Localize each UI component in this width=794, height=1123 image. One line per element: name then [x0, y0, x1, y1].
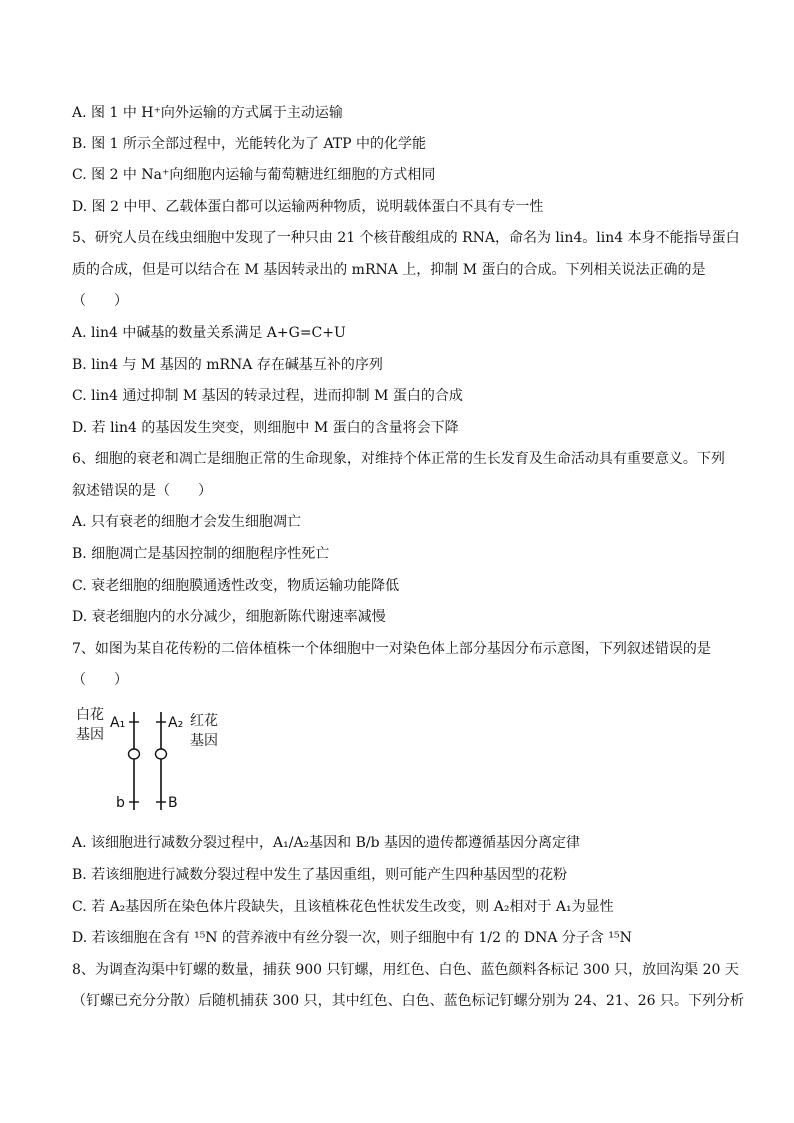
- red-flower-label-2: 基因: [190, 733, 218, 749]
- question-5-line2: 质的合成，但是可以结合在 M 基因转录出的 mRNA 上，抑制 M 蛋白的合成。下列相关说法正确的是: [72, 262, 706, 278]
- gene-a1-label: A₁: [110, 715, 126, 731]
- option-c-q4: C. 图 2 中 Na⁺向细胞内运输与葡萄糖进红细胞的方式相同: [72, 167, 436, 183]
- question-8-line1: 8、为调查沟渠中钉螺的数量，捕获 900 只钉螺，用红色、白色、蓝色颜料各标记 300 只，放回沟渠 20 天: [72, 962, 739, 978]
- option-c-q7: C. 若 A₂基因所在染色体片段缺失，且该植株花色性状发生改变，则 A₂相对于 A₁为显性: [72, 899, 614, 915]
- white-flower-label-2: 基因: [76, 727, 104, 743]
- question-5-blank: （ ）: [72, 293, 128, 309]
- option-a-q6: A. 只有衰老的细胞才会发生细胞凋亡: [72, 514, 302, 530]
- option-c-q6: C. 衰老细胞的细胞膜通透性改变，物质运输功能降低: [72, 578, 400, 594]
- question-5-line1: 5、研究人员在线虫细胞中发现了一种只由 21 个核苷酸组成的 RNA，命名为 lin4。lin4 本身不能指导蛋白: [72, 230, 740, 246]
- question-8-line2: （钉螺已充分分散）后随机捕获 300 只，其中红色、白色、蓝色标记钉螺分别为 24、21、26 只。下列分析: [72, 993, 744, 1009]
- gene-b-lower-label: b: [116, 795, 125, 811]
- option-c-q5: C. lin4 通过抑制 M 基因的转录过程，进而抑制 M 蛋白的合成: [72, 388, 463, 404]
- question-6-line1: 6、细胞的衰老和凋亡是细胞正常的生命现象，对维持个体正常的生长发育及生命活动具有重要意义。下列: [72, 451, 725, 467]
- question-6-line2: 叙述错误的是（ ）: [72, 483, 212, 499]
- option-b-q4: B. 图 1 所示全部过程中，光能转化为了 ATP 中的化学能: [72, 136, 426, 152]
- option-d-q7: D. 若该细胞在含有 ¹⁵N 的营养液中有丝分裂一次，则子细胞中有 1/2 的 DNA 分子含 ¹⁵N: [72, 930, 632, 946]
- question-7-line1: 7、如图为某自花传粉的二倍体植株一个体细胞中一对染色体上部分基因分布示意图，下列叙述错误的是: [72, 641, 711, 657]
- gene-b-upper-label: B: [168, 795, 178, 811]
- chromosome-diagram: [72, 706, 272, 818]
- option-d-q6: D. 衰老细胞内的水分减少，细胞新陈代谢速率减慢: [72, 609, 386, 625]
- question-7-blank: （ ）: [72, 672, 128, 688]
- option-b-q6: B. 细胞凋亡是基因控制的细胞程序性死亡: [72, 546, 330, 562]
- white-flower-label-1: 白花: [76, 707, 104, 723]
- option-a-q5: A. lin4 中碱基的数量关系满足 A+G=C+U: [72, 325, 346, 341]
- option-a-q7: A. 该细胞进行减数分裂过程中，A₁/A₂基因和 B/b 基因的遗传都遵循基因分离定律: [72, 835, 581, 851]
- left-centromere: [129, 749, 140, 759]
- gene-a2-label: A₂: [168, 715, 184, 731]
- option-a-q4: A. 图 1 中 H⁺向外运输的方式属于主动运输: [72, 105, 343, 121]
- red-flower-label-1: 红花: [190, 713, 218, 729]
- option-d-q5: D. 若 lin4 的基因发生突变，则细胞中 M 蛋白的含量将会下降: [72, 420, 459, 436]
- option-d-q4: D. 图 2 中甲、乙载体蛋白都可以运输两种物质，说明载体蛋白不具有专一性: [72, 199, 544, 215]
- right-centromere: [156, 749, 167, 759]
- option-b-q5: B. lin4 与 M 基因的 mRNA 存在碱基互补的序列: [72, 357, 383, 373]
- option-b-q7: B. 若该细胞进行减数分裂过程中发生了基因重组，则可能产生四种基因型的花粉: [72, 867, 568, 883]
